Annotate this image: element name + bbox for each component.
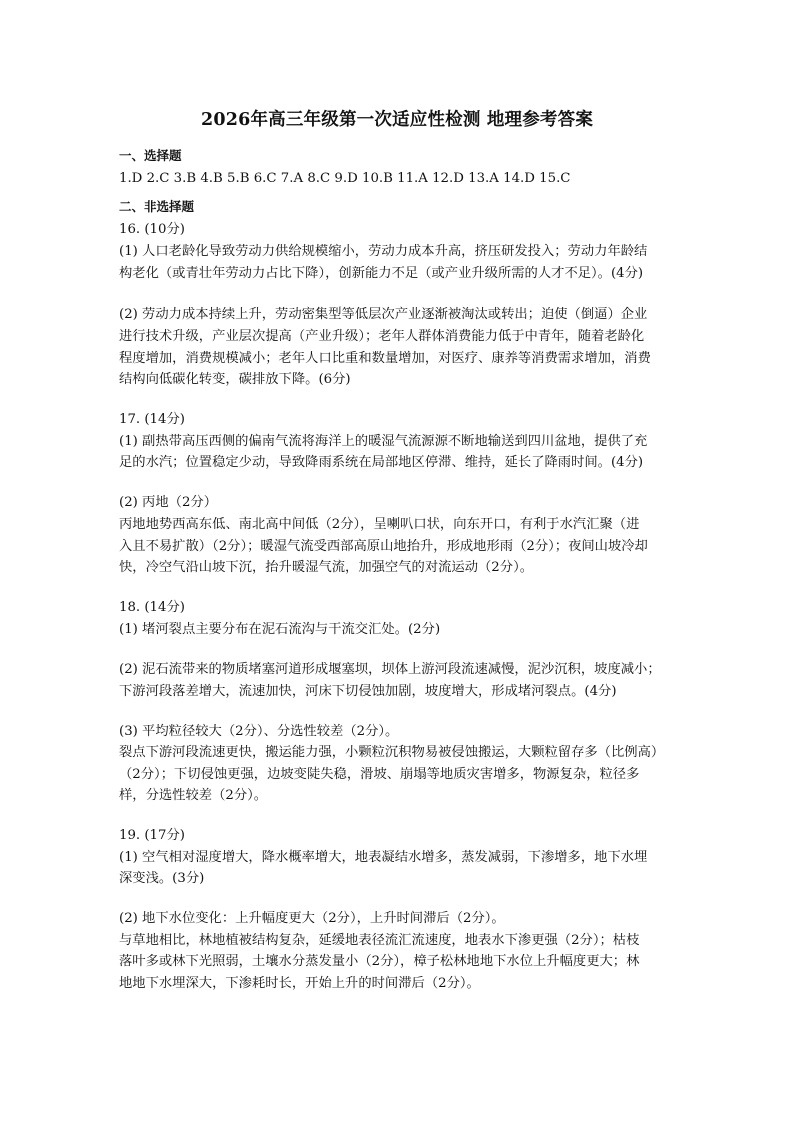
question-18-header: 18. (14分) [119,600,185,615]
q16-p2-line4: 结构向低碳化转变，碳排放下降。(6分) [119,372,351,387]
q17-p1-line2: 足的水汽；位置稳定少动，导致降雨系统在局部地区停滞、维持，延长了降雨时间。(4分) [119,455,644,470]
section-heading-nonchoice: 二、非选择题 [119,199,195,214]
q16-p2-line3: 程度增加，消费规模减小；老年人口比重和数量增加，对医疗、康养等消费需求增加，消费 [119,351,651,366]
question-17-header: 17. (14分) [119,412,185,427]
question-19-header: 19. (17分) [119,828,185,843]
q16-p2-line1: (2) 劳动力成本持续上升，劳动密集型等低层次产业逐渐被淘汰或转出；迫使（倒逼）企业 [119,307,648,322]
q16-p2-line2: 进行技术升级，产业层次提高（产业升级）；老年人群体消费能力低于中青年，随着老龄化 [119,329,645,344]
q17-p2-line3: 入且不易扩散）（2分）；暖湿气流受西部高原山地抬升，形成地形雨（2分）；夜间山坡冷却 [119,539,648,554]
q18-p3-line3: （2分）；下切侵蚀更强，边坡变陡失稳，滑坡、崩塌等地质灾害增多，物源复杂，粒径多 [119,767,640,782]
q18-p3-line1: (3) 平均粒径较大（2分）、分选性较差（2分）。 [119,724,399,739]
question-16-header: 16. (10分) [119,222,185,237]
choice-answers: 1.D 2.C 3.B 4.B 5.B 6.C 7.A 8.C 9.D 10.B 11.A 12.D 13.A 14.D 15.C [119,171,571,186]
q19-p2-line1: (2) 地下水位变化：上升幅度更大（2分），上升时间滞后（2分）。 [119,911,505,926]
q19-p1-line2: 深变浅。(3分) [119,871,205,886]
q18-p2-line1: (2) 泥石流带来的物质堵塞河道形成堰塞坝，坝体上游河段流速减慢，泥沙沉积，坡度减小； [119,662,661,677]
document-title: 2026年高三年级第一次适应性检测 地理参考答案 [200,110,594,130]
q17-p1-line1: (1) 副热带高压西侧的偏南气流将海洋上的暖湿气流源源不断地输送到四川盆地，提供了充 [119,434,648,449]
q18-p3-line2: 裂点下游河段流速更快，搬运能力强，小颗粒沉积物易被侵蚀搬运，大颗粒留存多（比例高） [119,745,665,760]
q18-p1-line1: (1) 堵河裂点主要分布在泥石流沟与干流交汇处。(2分) [119,622,441,637]
q17-p2-line1: (2) 丙地（2分） [119,495,218,510]
q19-p2-line4: 地地下水埋深大，下渗耗时长，开始上升的时间滞后（2分）。 [119,976,480,991]
q17-p2-line2: 丙地地势西高东低、南北高中间低（2分），呈喇叭口状，向东开口，有利于水汽汇聚（进 [119,517,640,532]
q16-p1-line2: 构老化（或青壮年劳动力占比下降），创新能力不足（或产业升级所需的人才不足）。(4分) [119,266,644,281]
q18-p3-line4: 样，分选性较差（2分）。 [119,788,268,803]
q18-p2-line2: 下游河段落差增大，流速加快，河床下切侵蚀加剧，坡度增大，形成堵河裂点。(4分) [119,684,617,699]
section-heading-choice: 一、选择题 [119,148,182,163]
q19-p2-line3: 落叶多或林下光照弱，土壤水分蒸发量小（2分），樟子松林地地下水位上升幅度更大；林 [119,954,640,969]
q17-p2-line4: 快，冷空气沿山坡下沉，抬升暖湿气流，加强空气的对流运动（2分）。 [119,560,534,575]
q19-p1-line1: (1) 空气相对湿度增大，降水概率增大，地表凝结水增多，蒸发减弱，下渗增多，地下水埋 [119,850,648,865]
q16-p1-line1: (1) 人口老龄化导致劳动力供给规模缩小，劳动力成本升高，挤压研发投入；劳动力年龄结 [119,244,648,259]
q19-p2-line2: 与草地相比，林地植被结构复杂，延缓地表径流汇流速度，地表水下渗更强（2分）；枯枝 [119,933,640,948]
